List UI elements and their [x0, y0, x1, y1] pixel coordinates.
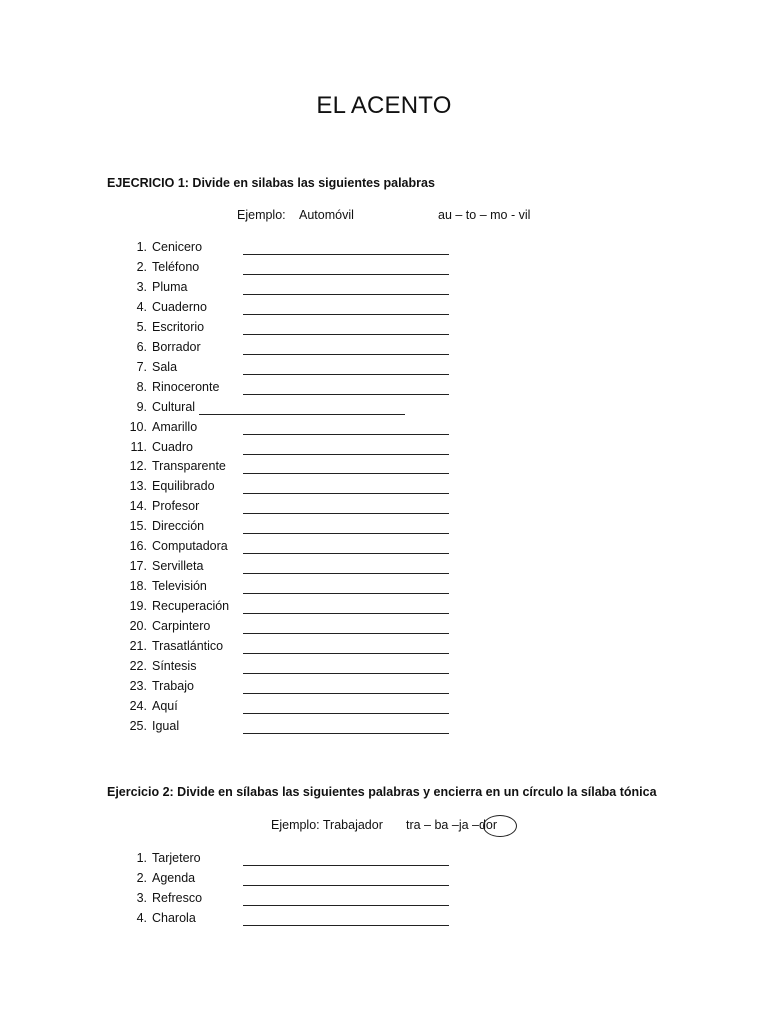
answer-blank[interactable]	[243, 673, 449, 674]
answer-blank[interactable]	[243, 374, 449, 375]
exercise1-heading: EJECRICIO 1: Divide en silabas las siguientes palabras	[107, 176, 435, 190]
item-word: Cultural	[152, 399, 196, 414]
item-word: Agenda	[152, 871, 196, 885]
item-number: 13.	[129, 479, 147, 494]
item-word: Carpintero	[152, 619, 211, 634]
item-number: 4.	[136, 911, 147, 925]
item-number: 20.	[129, 619, 147, 634]
item-word: Charola	[152, 911, 196, 925]
item-number: 15.	[129, 519, 147, 534]
item-number: 1.	[136, 240, 147, 254]
item-word: Escritorio	[152, 319, 205, 334]
answer-blank[interactable]	[243, 254, 449, 255]
item-number: 2.	[136, 871, 147, 885]
exercise2-example-split: tra – ba –ja –dor	[406, 818, 498, 832]
item-word: Tarjetero	[152, 851, 201, 865]
answer-blank[interactable]	[243, 573, 449, 574]
answer-blank[interactable]	[243, 713, 449, 714]
item-number: 18.	[129, 579, 147, 594]
answer-blank[interactable]	[243, 613, 449, 614]
exercise1-example-split: au – to – mo - vil	[438, 208, 531, 222]
tonic-syllable-circle	[483, 815, 517, 837]
item-word: Cuaderno	[152, 299, 207, 314]
item-word: Teléfono	[152, 259, 200, 274]
item-number: 24.	[129, 698, 147, 713]
item-number: 21.	[129, 639, 147, 653]
item-number: 17.	[129, 559, 147, 574]
item-word: Aquí	[152, 698, 178, 713]
item-number: 4.	[136, 299, 147, 314]
item-number: 2.	[136, 259, 147, 274]
item-number: 3.	[136, 891, 147, 905]
item-word: Borrador	[152, 339, 201, 354]
item-word: Equilibrado	[152, 479, 215, 494]
answer-blank[interactable]	[243, 473, 449, 474]
answer-blank[interactable]	[243, 493, 449, 494]
answer-blank[interactable]	[243, 865, 449, 866]
answer-blank[interactable]	[243, 693, 449, 694]
item-number: 8.	[136, 379, 147, 394]
item-number: 23.	[129, 678, 147, 693]
answer-blank[interactable]	[199, 414, 405, 415]
item-word: Amarillo	[152, 419, 198, 434]
exercise1-example-word: Automóvil	[299, 208, 354, 222]
item-word: Televisión	[152, 579, 207, 594]
answer-blank[interactable]	[243, 454, 449, 455]
answer-blank[interactable]	[243, 274, 449, 275]
item-number: 16.	[129, 539, 147, 554]
item-number: 25.	[129, 718, 147, 733]
item-number: 22.	[129, 658, 147, 673]
item-number: 9.	[136, 399, 147, 414]
answer-blank[interactable]	[243, 394, 449, 395]
answer-blank[interactable]	[243, 294, 449, 295]
exercise2-heading: Ejercicio 2: Divide en sílabas las siguientes palabras y encierra en un círculo la sílaba tónica	[107, 785, 657, 799]
exercise2-example-label: Ejemplo: Trabajador	[271, 818, 383, 832]
item-word: Computadora	[152, 539, 228, 554]
item-word: Trasatlántico	[152, 639, 224, 653]
item-word: Dirección	[152, 519, 205, 534]
answer-blank[interactable]	[243, 434, 449, 435]
answer-blank[interactable]	[243, 885, 449, 886]
item-number: 10.	[129, 419, 147, 434]
answer-blank[interactable]	[243, 314, 449, 315]
exercise1-example-label: Ejemplo:	[237, 208, 286, 222]
item-word: Cuadro	[152, 439, 193, 454]
item-word: Servilleta	[152, 559, 204, 574]
answer-blank[interactable]	[243, 334, 449, 335]
item-word: Refresco	[152, 891, 203, 905]
item-word: Trabajo	[152, 678, 194, 693]
item-word: Síntesis	[152, 658, 197, 673]
page-title: EL ACENTO	[316, 92, 452, 119]
item-number: 1.	[136, 851, 147, 865]
item-number: 12.	[129, 459, 147, 474]
answer-blank[interactable]	[243, 354, 449, 355]
item-number: 5.	[136, 319, 147, 334]
answer-blank[interactable]	[243, 553, 449, 554]
item-word: Igual	[152, 718, 180, 733]
answer-blank[interactable]	[243, 733, 449, 734]
item-number: 19.	[129, 599, 147, 614]
item-word: Pluma	[152, 279, 188, 294]
item-word: Transparente	[152, 459, 226, 474]
item-word: Rinoceronte	[152, 379, 220, 394]
item-number: 14.	[129, 499, 147, 514]
item-word: Cenicero	[152, 240, 203, 254]
item-number: 6.	[136, 339, 147, 354]
answer-blank[interactable]	[243, 593, 449, 594]
item-number: 11.	[130, 439, 147, 454]
answer-blank[interactable]	[243, 925, 449, 926]
item-number: 3.	[136, 279, 147, 294]
answer-blank[interactable]	[243, 513, 449, 514]
answer-blank[interactable]	[243, 905, 449, 906]
item-word: Sala	[152, 359, 178, 374]
item-word: Recuperación	[152, 599, 230, 614]
item-word: Profesor	[152, 499, 200, 514]
answer-blank[interactable]	[243, 633, 449, 634]
item-number: 7.	[136, 359, 147, 374]
answer-blank[interactable]	[243, 533, 449, 534]
answer-blank[interactable]	[243, 653, 449, 654]
